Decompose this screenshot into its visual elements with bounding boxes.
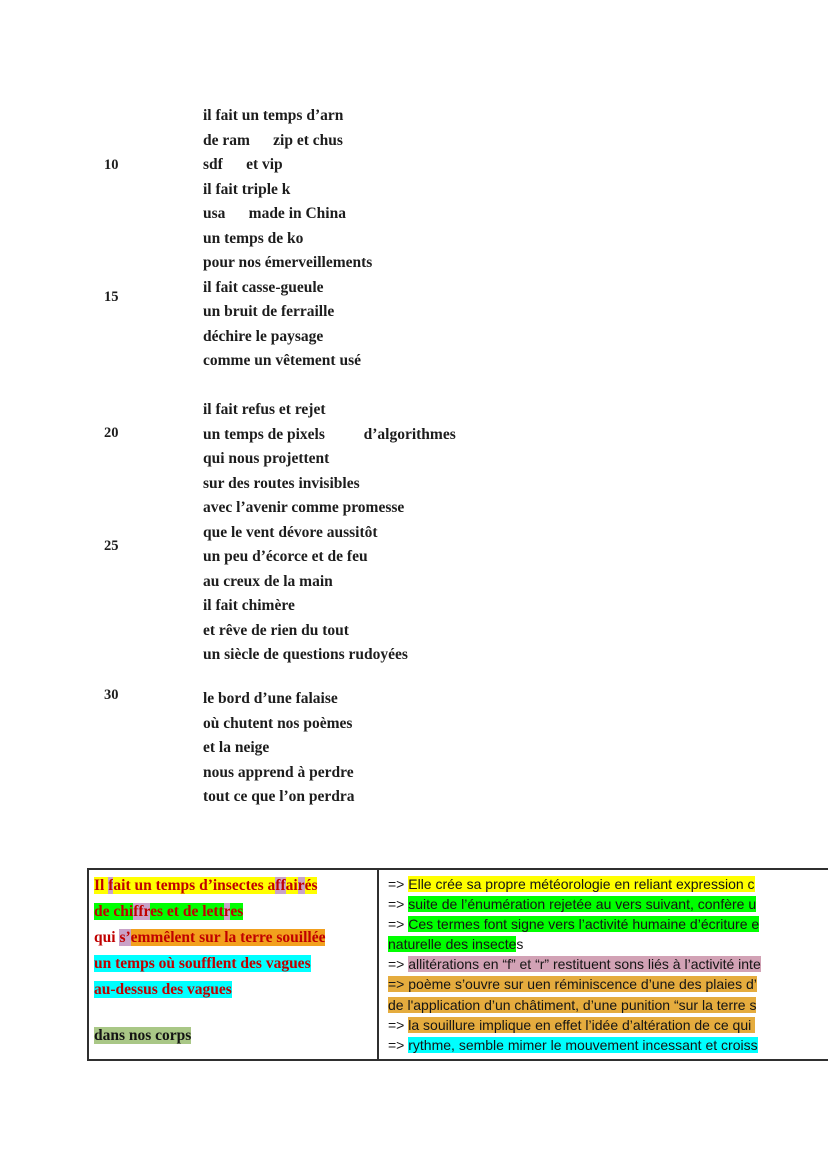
commentary-line bbox=[388, 1035, 828, 1055]
highlight-segment: => poème s’ouvre sur uen réminiscence d’une des plaies d’ bbox=[388, 976, 757, 993]
highlight-segment: ffr bbox=[133, 903, 151, 920]
poem-line: il fait casse-gueule bbox=[203, 278, 324, 296]
highlight-segment: dans nos corps bbox=[94, 1027, 192, 1044]
highlight-segment: ff bbox=[275, 877, 286, 894]
commentary-line bbox=[388, 934, 828, 954]
text-segment: => bbox=[388, 1036, 409, 1053]
poem-line-number: 25 bbox=[104, 538, 119, 554]
poem-line: où chutent nos poèmes bbox=[203, 714, 353, 732]
commentary-cell bbox=[379, 870, 828, 1059]
highlight-segment: suite de l’énumération rejetée au vers suivant, confère u bbox=[408, 896, 757, 913]
highlight-segment: ait un temps d’insectes a bbox=[113, 877, 276, 894]
highlight-segment: emmêlent sur la terre souillée bbox=[130, 929, 326, 946]
highlight-segment: r bbox=[297, 877, 305, 894]
highlight-segment: la souillure implique en effet l’idée d’altération de ce qui bbox=[408, 1016, 756, 1033]
poem-excerpt-cell bbox=[89, 870, 379, 1059]
text-segment: s bbox=[516, 936, 524, 953]
poem-line: de ram zip et chus bbox=[203, 131, 343, 149]
highlight-segment: allitérations en “f” et “r” restituent sons liés à l’activité inte bbox=[408, 956, 761, 973]
excerpt-line bbox=[94, 977, 372, 1003]
poem-line: déchire le paysage bbox=[203, 327, 324, 345]
poem-line: il fait un temps d’arn bbox=[203, 107, 344, 124]
poem-line: et rêve de rien du tout bbox=[203, 621, 349, 639]
highlight-segment: au-dessus des vagues bbox=[94, 981, 232, 998]
poem-line: usa made in China bbox=[203, 205, 346, 222]
highlight-segment: Elle crée sa propre météorologie en reliant expression c bbox=[408, 876, 755, 892]
highlight-segment: es et de lett bbox=[150, 903, 224, 920]
poem-line: sdf et vip bbox=[203, 156, 283, 173]
highlight-segment: f bbox=[108, 877, 114, 894]
commentary-line bbox=[388, 894, 828, 914]
poem-line-number: 10 bbox=[104, 157, 119, 173]
excerpt-line bbox=[94, 951, 372, 977]
excerpt-line bbox=[94, 873, 372, 899]
blank-line bbox=[94, 1003, 372, 1023]
text-segment: qui bbox=[94, 929, 120, 946]
poem-line-number: 15 bbox=[104, 289, 119, 305]
text-segment: => bbox=[388, 956, 409, 973]
poem-line: il fait triple k bbox=[203, 180, 291, 198]
highlight-segment: r bbox=[223, 903, 231, 920]
poem-line: sur des routes invisibles bbox=[203, 474, 360, 492]
text-segment: => bbox=[388, 916, 409, 933]
poem-line: qui nous projettent bbox=[203, 450, 330, 467]
poem-line: un bruit de ferraille bbox=[203, 303, 335, 320]
excerpt-line bbox=[94, 925, 372, 951]
commentary-line bbox=[388, 954, 828, 974]
poem-stanza bbox=[203, 687, 355, 810]
excerpt-line bbox=[94, 1023, 372, 1049]
poem-line-number: 20 bbox=[104, 425, 119, 441]
poem-line: un siècle de questions rudoyées bbox=[203, 646, 408, 663]
highlight-segment: Il bbox=[94, 877, 109, 894]
poem-line: le bord d’une falaise bbox=[203, 690, 338, 707]
commentary-line bbox=[388, 974, 828, 994]
poem-line: comme un vêtement usé bbox=[203, 352, 361, 369]
highlight-segment: és bbox=[304, 877, 318, 894]
poem-line: il fait chimère bbox=[203, 597, 295, 614]
poem-stanza bbox=[203, 104, 372, 374]
poem-line: avec l’avenir comme promesse bbox=[203, 499, 405, 516]
analysis-table bbox=[87, 868, 828, 1061]
highlight-segment: un temps où soufflent des vagues bbox=[94, 955, 311, 972]
highlight-segment: es bbox=[230, 903, 244, 920]
commentary-line bbox=[388, 1015, 828, 1035]
poem-line: et la neige bbox=[203, 739, 270, 756]
highlight-segment: s’ bbox=[119, 929, 131, 946]
poem-line: un temps de ko bbox=[203, 229, 304, 247]
commentary-line bbox=[388, 995, 828, 1015]
highlight-segment: Ces termes font signe vers l’activité humaine d’écriture e bbox=[408, 916, 760, 933]
highlight-segment: rythme, semble mimer le mouvement incessant et croiss bbox=[408, 1036, 758, 1053]
poem-line: tout ce que l’on perdra bbox=[203, 788, 355, 805]
highlight-segment: naturelle des insecte bbox=[388, 936, 517, 953]
commentary-line bbox=[388, 914, 828, 934]
poem-line: pour nos émerveillements bbox=[203, 254, 373, 271]
highlight-segment: de l'application d’un châtiment, d’une punition “sur la terre s bbox=[388, 996, 757, 1013]
poem-line: un peu d’écorce et de feu bbox=[203, 548, 368, 565]
poem-line: il fait refus et rejet bbox=[203, 401, 326, 418]
excerpt-line bbox=[94, 899, 372, 925]
commentary-line bbox=[388, 874, 828, 894]
text-segment: => bbox=[388, 896, 409, 913]
text-segment: => bbox=[388, 876, 409, 892]
highlight-segment: de chi bbox=[94, 903, 134, 920]
highlight-segment: ai bbox=[285, 877, 298, 894]
poem-stanza bbox=[203, 398, 456, 668]
poem-line: que le vent dévore aussitôt bbox=[203, 523, 378, 541]
poem-line: un temps de pixels d’algorithmes bbox=[203, 425, 456, 443]
poem-line: nous apprend à perdre bbox=[203, 763, 354, 781]
text-segment: => bbox=[388, 1016, 409, 1033]
poem-line-number: 30 bbox=[104, 687, 119, 703]
poem-line: au creux de la main bbox=[203, 572, 333, 590]
